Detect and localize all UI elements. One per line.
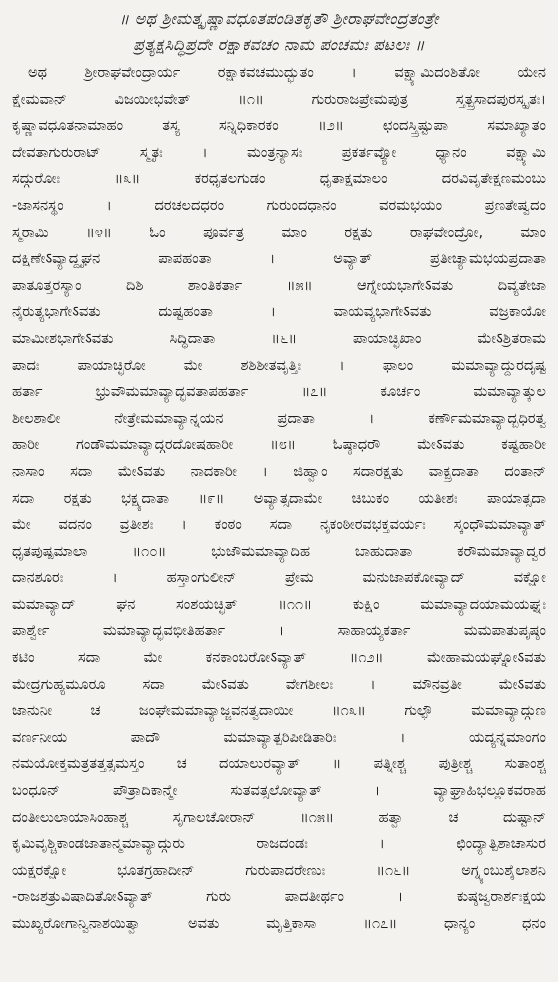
- verse-line: ಕೃಷ್ಣಾವಧೂತನಾಮಾಹಂ ತಸ್ಯ ಸನ್ನಿಧಿಕಾರಕಂ ॥೨॥ ಛಂದಸ್ತ್ರಿಷ್ಟುಪಾ ಸಮಾಖ್ಯಾತಂ: [12, 117, 546, 135]
- verse-line: ಹರ್ತಾ ಭ್ರುವೌಮಮಾವ್ಯಾದ್ಭವತಾಪಹರ್ತಾ ॥೭॥ ಕೂರ್ಚಂ ಮಮಾವ್ಯಾತ್ಕುಲ: [12, 383, 546, 401]
- verse-line: ನೈರುತ್ಯಭಾಗೇऽವತು ದುಷ್ಟಹಂತಾ । ವಾಯವ್ಯಭಾಗೇऽವತು ವಜ್ರಕಾಯೋ: [12, 303, 546, 321]
- verse-line: ಹಾರೀ ಗಂಡೌಮಮಾವ್ಯಾದ್ಗರದೋಷಹಾರೀ ॥೮॥ ಓಷ್ಠಾಧರೌ ಮೇऽವತು ಕಷ್ಟಹಾರೀ: [12, 436, 546, 454]
- verse-line: ಪಾರ್ಶ್ವೇ ಮಮಾವ್ಯಾದ್ಭವಭೀತಿಹರ್ತಾ । ಸಾಹಾಯ್ಯಕರ್ತಾ ಮಮಪಾತುಪೃಷ್ಠಂ: [12, 622, 546, 640]
- verse-line: ಅಥ ಶ್ರೀರಾಘವೇಂದ್ರಾರ್ಯ ರಕ್ಷಾಕವಚಮುದ್ಭುತಂ । ವಕ್ಷ್ಯಾಮಿದಂಶಿತೋ ಯೇನ: [28, 64, 546, 81]
- verse-line: ಕೃಮಿವೃಶ್ಚಿಕಾಂಡಜಾತಾನ್ಮಮಾವ್ಯಾದ್ಗುರು ರಾಜದಂಡಃ । ಛಿಂದ್ಯಾತ್ಪಿಶಾಚಾಸುರ: [12, 835, 546, 853]
- verse-line: ದಕ್ಷಿಣೇऽವ್ಯಾದ್ದೃಘನ ಪಾಪಹಂತಾ । ಅವ್ಯಾತ್ ಪ್ರತೀಚ್ಯಾಮಭಯಪ್ರದಾತಾ: [12, 250, 546, 268]
- verse-line: ದಂತೀಲುಲಾಯಾಸಿಂಹಾಶ್ಚ ಸೃಗಾಲಚೋರಾನ್ ॥೧೫॥ ಹತ್ವಾ ಚ ದುಷ್ಟಾನ್: [12, 808, 546, 826]
- verse-line: ಸದ್ಗುರೋಃ ॥೩॥ ಕರಧೃತಲಗುಡಂ ಧೃತಾಕ್ಷಮಾಲಂ ದರವಿವೃತೇಕ್ಷಣಮಂಬು: [12, 170, 546, 188]
- verse-line: ಪಾದಃ ಪಾಯಾಚ್ಛಿರೋ ಮೇ ಶಶಿಶೀತವೃತ್ತಿಃ । ಫಾಲಂ ಮಮಾವ್ಯಾದ್ದುರದೃಷ್ಟ: [12, 356, 546, 374]
- verse-line: ಮಾಮೀಶಭಾಗೇऽವತು ಸಿದ್ಧಿದಾತಾ ॥೬॥ ಪಾಯಾಚ್ಛಿಖಾಂ ಮೇऽಶ್ರಿತರಾಮ: [12, 329, 546, 347]
- verse-line: ಶೀಲಶಾಲೀ ನೇತ್ರೇಮಮಾವ್ಯಾನ್ನಯನ ಪ್ರದಾತಾ । ಕರ್ಣೌಮಮಾವ್ಯಾದ್ಬಧಿರತ್ವ: [12, 409, 546, 427]
- verse-line: ನಾಸಾಂ ಸದಾ ಮೇऽವತು ನಾದಕಾರೀ । ಜಿಹ್ವಾಂ ಸದಾರಕ್ಷತು ವಾಕ್ಪ್ರದಾತಾ ದಂತಾನ್: [12, 462, 546, 480]
- verse-line: -ಜಾಸನಸ್ಥಂ । ದರಚಲದಧರಂ ಗುರುಂದಧಾನಂ ವರಮಭಯಂ ಪ್ರಣತೇಷ್ವದಂ: [12, 196, 546, 214]
- verse-line: ಮುಖ್ಯರೋಗಾನ್ವಿನಾಶಯಿತ್ವಾ ಅವತು ಮೃತ್ತಿಕಾಸಾ ॥೧೭॥ ಧಾನ್ಯಂ ಧನಂ: [12, 915, 546, 932]
- verse-line: ಬಂಧೂನ್ ಪೌತ್ರಾದಿಕಾನ್ಮೇ ಸುತವತ್ಸಲೋವ್ಯಾತ್ । ವ್ಯಾಘ್ರಾಹಿಭಲ್ಲೂಕವರಾಹ: [12, 782, 546, 800]
- verse-line: ಸ್ಮರಾಮಿ ॥೪॥ ಓಂ ಪೂರ್ವತ್ರ ಮಾಂ ರಕ್ಷತು ರಾಘವೇಂದ್ರೋ, ಮಾಂ: [12, 223, 546, 241]
- verse-line: ಮೇದ್ರಗುಹ್ಯಮೂರೂ ಸದಾ ಮೇऽವತು ವೇಗಶೀಲಃ । ಮೌನವ್ರತೀ ಮೇऽವತು: [12, 675, 546, 693]
- verse-line: ಧೃತಪುಷ್ಪಮಾಲಾ ॥೧೦॥ ಭುಜೌಮಮಾವ್ಯಾದಿಹ ಬಾಹುದಾತಾ ಕರೌಮಮಾವ್ಯಾದ್ವರ: [12, 542, 546, 560]
- verse-body: [12, 60, 546, 938]
- verse-line: ಕ್ಷೇಮವಾನ್ ವಿಜಯೀಭವೇತ್ ॥೧॥ ಗುರುರಾಜಪ್ರೇಮಪುತ್ರ ಸ್ತತ್ಪ್ರಸಾದಪುರಸ್ಕೃತಃ।: [12, 90, 546, 108]
- verse-line: ಸದಾ ರಕ್ಷತು ಭಕ್ಷ್ಯದಾತಾ ॥೯॥ ಅವ್ಯಾತ್ಸದಾಮೇ ಚಿಬುಕಂ ಯತೀಶಃ ಪಾಯಾತ್ಸದಾ: [12, 489, 546, 507]
- verse-line: ವರ್ಣನೀಯ ಪಾದೌ ಮಮಾವ್ಯಾತ್ಪರಿಪೀಡಿತಾರಿಃ । ಯದ್ಯನ್ನಮಾಂಗಂ: [12, 728, 546, 746]
- verse-line: ಮಮಾವ್ಯಾದ್ ಘನ ಸಂಶಯಚ್ಛಿತ್ ॥೧೧॥ ಕುಕ್ಷಿಂ ಮಮಾವ್ಯಾದಯಾಮಯಘ್ನಃ: [12, 595, 546, 613]
- chapter-heading-line-1: ॥ ಅಥ ಶ್ರೀಮತ್ಕೃಷ್ಣಾವಧೂತಪಂಡಿತಕೃತೌ ಶ್ರೀರಾಘವೇಂದ್ರತಂತ್ರೇ: [119, 9, 439, 28]
- verse-line: ಪಾತೂತ್ತರಸ್ಯಾಂ ದಿಶಿ ಶಾಂತಿಕರ್ತಾ ॥೫॥ ಆಗ್ನೇಯಭಾಗೇऽವತು ದಿವ್ಯತೇಜಾ: [12, 276, 546, 294]
- verse-line: -ರಾಜಶತ್ರುವಿಷಾದಿತೋऽವ್ಯಾತ್ ಗುರು ಪಾದತೀರ್ಥಂ । ಕುಷ್ಠಜ್ವರಾರ್ಶಃಕ್ಷಯ: [12, 888, 546, 906]
- verse-line: ಮೇ ವದನಂ ವ್ರತೀಶಃ । ಕಂಠಂ ಸದಾ ನೃಕಂಠೀರವಭಕ್ತವರ್ಯಃ ಸ್ಕಂಧೌಮಮಾವ್ಯಾತ್: [12, 516, 546, 534]
- verse-line: ದೇವತಾಗುರುರಾಟ್ ಸ್ಮೃತಃ । ಮಂತ್ರನ್ಯಾಸಃ ಪ್ರಕರ್ತವ್ಯೋ ಧ್ಯಾನಂ ವಕ್ಷ್ಯಾಮಿ: [12, 143, 546, 161]
- chapter-heading-line-2: ಪ್ರತ್ಯಕ್ಷಸಿದ್ಧಿಪ್ರದೇ ರಕ್ಷಾಕವಚಂ ನಾಮ ಪಂಚಮಃ ಪಟಲಃ ॥: [133, 35, 425, 54]
- verse-line: ದಾನಶೂರಃ । ಹಸ್ತಾಂಗುಲೀನ್ ಪ್ರೇಮ ಮನುಜಾಪಕೋವ್ಯಾದ್ ವಕ್ಷೋ: [12, 569, 546, 587]
- verse-line: ಯಕ್ಷರಕ್ಷೋ ಭೂತಗ್ರಹಾದೀನ್ ಗುರುಪಾದರೇಣುಃ ॥೧೬॥ ಅಗ್ನ್ಯಂಬುಶೈಲಾಶನಿ: [12, 861, 546, 879]
- verse-line: ಜಾನುನೀ ಚ ಜಂಘೇಮಮಾವ್ಯಾಜ್ಜವನತ್ವದಾಯೀ ॥೧೩॥ ಗುಲ್ಫೌ ಮಮಾವ್ಯಾದ್ಗುಣ: [12, 702, 546, 720]
- verse-line: ಕಟಿಂ ಸದಾ ಮೇ ಕನಕಾಂಬರೋऽವ್ಯಾತ್ ॥೧೨॥ ಮೇಹಾಮಯಘ್ನೋऽವತು: [12, 649, 546, 667]
- verse-line: ನಮಯೋಕ್ತಮತ್ರತತ್ತತ್ಸಮಸ್ತಂ ಚ ದಯಾಲುರವ್ಯಾತ್ ॥ ಪತ್ನೀಶ್ಚ ಪುತ್ರೀಶ್ಚ ಸುತಾಂಶ್ಚ: [12, 755, 546, 773]
